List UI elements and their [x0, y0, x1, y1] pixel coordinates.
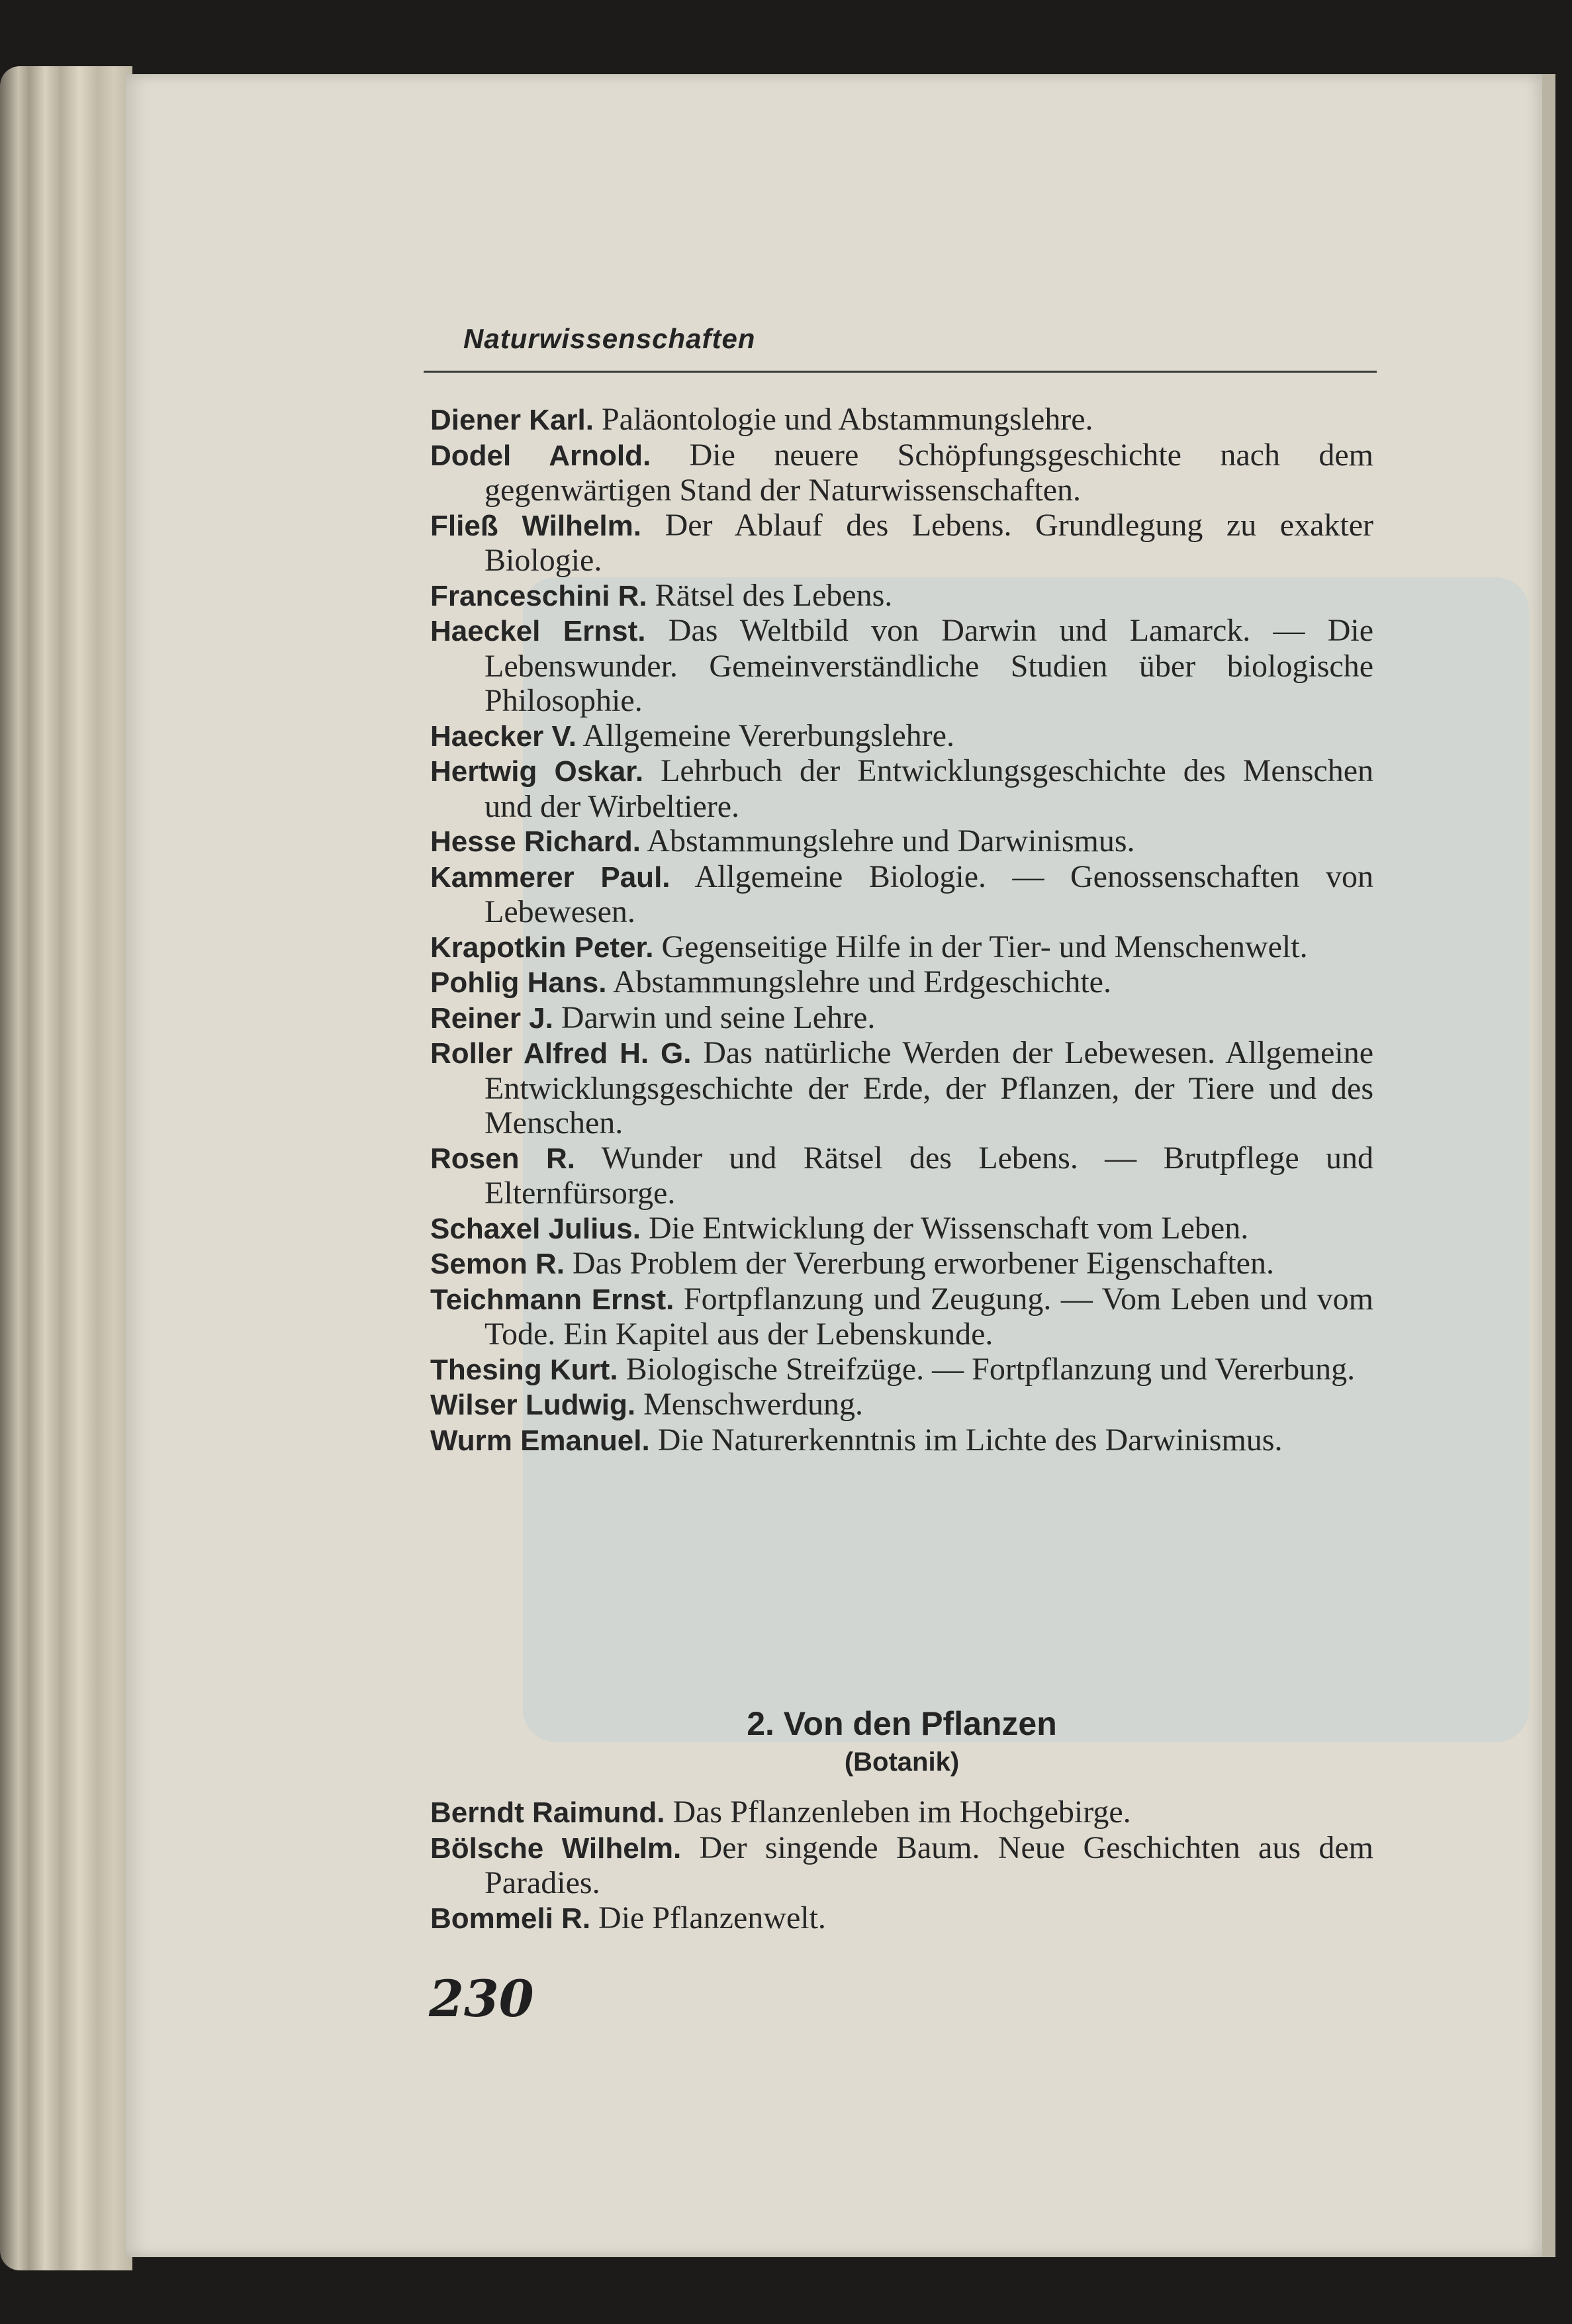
- section-subtitle: (Botanik): [844, 1747, 960, 1777]
- entry-title: Wunder und Rätsel des Lebens. — Brutpflege und Elternfürsorge.: [485, 1140, 1373, 1211]
- entry-title: Die Entwicklung der Wissenschaft vom Leben.: [648, 1210, 1249, 1246]
- entry-author: Thesing Kurt.: [430, 1353, 618, 1386]
- entry-title: Biologische Streifzüge. — Fortpflanzung und Vererbung.: [625, 1351, 1356, 1387]
- entry-author: Hesse Richard.: [430, 825, 641, 858]
- entry-author: Wilser Ludwig.: [430, 1389, 636, 1421]
- entry-title: Abstammungslehre und Darwinismus.: [647, 823, 1135, 859]
- bibliography-entry: [430, 1795, 1373, 1831]
- entry-author: Haecker V.: [430, 720, 577, 753]
- entry-title: Das Problem der Vererbung erworbener Eigenschaften.: [572, 1246, 1274, 1281]
- bibliography-entry: [430, 1282, 1373, 1352]
- bibliography-list-botanik: [430, 1795, 1373, 1936]
- entry-title: Lehrbuch der Entwicklungsgeschichte des Menschen und der Wirbeltiere.: [485, 753, 1373, 824]
- entry-title: Das Pflanzenleben im Hochgebirge.: [672, 1794, 1131, 1830]
- bibliography-entry: [430, 1141, 1373, 1211]
- entry-author: Diener Karl.: [430, 404, 594, 436]
- entry-author: Teichmann Ernst.: [430, 1283, 674, 1316]
- bibliography-entry: [430, 1036, 1373, 1141]
- bibliography-entry: [430, 1211, 1373, 1247]
- entry-title: Darwin und seine Lehre.: [561, 999, 876, 1035]
- entry-author: Fließ Wilhelm.: [430, 509, 641, 542]
- section-title: 2. Von den Pflanzen: [747, 1705, 1057, 1742]
- page-number: 230: [429, 1969, 534, 2028]
- bibliography-entry: [430, 1246, 1373, 1282]
- entry-author: Bommeli R.: [430, 1902, 591, 1935]
- running-header: Naturwissenschaften: [463, 323, 756, 354]
- bibliography-entry: [430, 614, 1373, 719]
- bibliography-entry: [430, 1831, 1373, 1901]
- entry-title: Paläontologie und Abstammungslehre.: [601, 402, 1093, 437]
- bibliography-entry: [430, 1423, 1373, 1459]
- entry-author: Bölsche Wilhelm.: [430, 1832, 682, 1865]
- entry-author: Rosen R.: [430, 1142, 575, 1175]
- next-page-edge: [1542, 74, 1555, 2257]
- entry-author: Hertwig Oskar.: [430, 755, 644, 788]
- entry-author: Dodel Arnold.: [430, 439, 651, 472]
- entry-author: Pohlig Hans.: [430, 966, 607, 999]
- entry-title: Menschwerdung.: [643, 1387, 863, 1422]
- entry-author: Wurm Emanuel.: [430, 1424, 650, 1457]
- bibliography-entry: [430, 402, 1373, 438]
- bibliography-entry: [430, 1901, 1373, 1937]
- entry-title: Fortpflanzung und Zeugung. — Vom Leben und vom Tode. Ein Kapitel aus der Lebenskunde.: [485, 1281, 1374, 1352]
- book-page-edges: [0, 66, 132, 2270]
- bibliography-entry: [430, 438, 1373, 508]
- bibliography-entry: [430, 1001, 1373, 1037]
- bibliography-entry: [430, 860, 1373, 930]
- entry-title: Allgemeine Vererbungslehre.: [582, 718, 954, 753]
- entry-author: Roller Alfred H. G.: [430, 1037, 692, 1070]
- entry-author: Krapotkin Peter.: [430, 931, 654, 964]
- bibliography-entry: [430, 824, 1373, 860]
- header-rule: [424, 371, 1377, 373]
- bibliography-entry: [430, 754, 1373, 824]
- entry-title: Die Pflanzenwelt.: [598, 1900, 826, 1935]
- entry-author: Semon R.: [430, 1248, 565, 1280]
- entry-author: Berndt Raimund.: [430, 1796, 665, 1829]
- entry-title: Rätsel des Lebens.: [655, 577, 893, 613]
- bibliography-entry: [430, 579, 1373, 614]
- entry-title: Das natürliche Werden der Lebewesen. Allgemeine Entwicklungsgeschichte der Erde, der Pflanzen, der Tiere und des Menschen.: [485, 1035, 1374, 1140]
- entry-title: Der singende Baum. Neue Geschichten aus dem Paradies.: [485, 1830, 1373, 1900]
- bibliography-list: [430, 402, 1373, 1458]
- entry-author: Schaxel Julius.: [430, 1212, 641, 1245]
- entry-title: Der Ablauf des Lebens. Grundlegung zu exakter Biologie.: [485, 507, 1373, 578]
- entry-title: Die Naturerkenntnis im Lichte des Darwinismus.: [657, 1422, 1283, 1458]
- bibliography-entry: [430, 1352, 1373, 1388]
- entry-author: Haeckel Ernst.: [430, 615, 646, 647]
- entry-title: Das Weltbild von Darwin und Lamarck. — Die Lebenswunder. Gemeinverständliche Studien über biologische Philosophie.: [485, 613, 1374, 718]
- bibliography-entry: [430, 719, 1373, 755]
- bibliography-entry: [430, 965, 1373, 1001]
- bibliography-entry: [430, 930, 1373, 966]
- entry-title: Abstammungslehre und Erdgeschichte.: [612, 964, 1111, 999]
- entry-title: Die neuere Schöpfungsgeschichte nach dem gegenwärtigen Stand der Naturwissenschaften.: [485, 437, 1374, 508]
- entry-author: Franceschini R.: [430, 579, 647, 612]
- bibliography-entry: [430, 1387, 1373, 1423]
- entry-title: Gegenseitige Hilfe in der Tier- und Menschenwelt.: [661, 929, 1308, 964]
- entry-author: Reiner J.: [430, 1001, 553, 1035]
- entry-author: Kammerer Paul.: [430, 860, 670, 894]
- bibliography-entry: [430, 508, 1373, 579]
- entry-title: Allgemeine Biologie. — Genossenschaften von Lebewesen.: [485, 859, 1373, 929]
